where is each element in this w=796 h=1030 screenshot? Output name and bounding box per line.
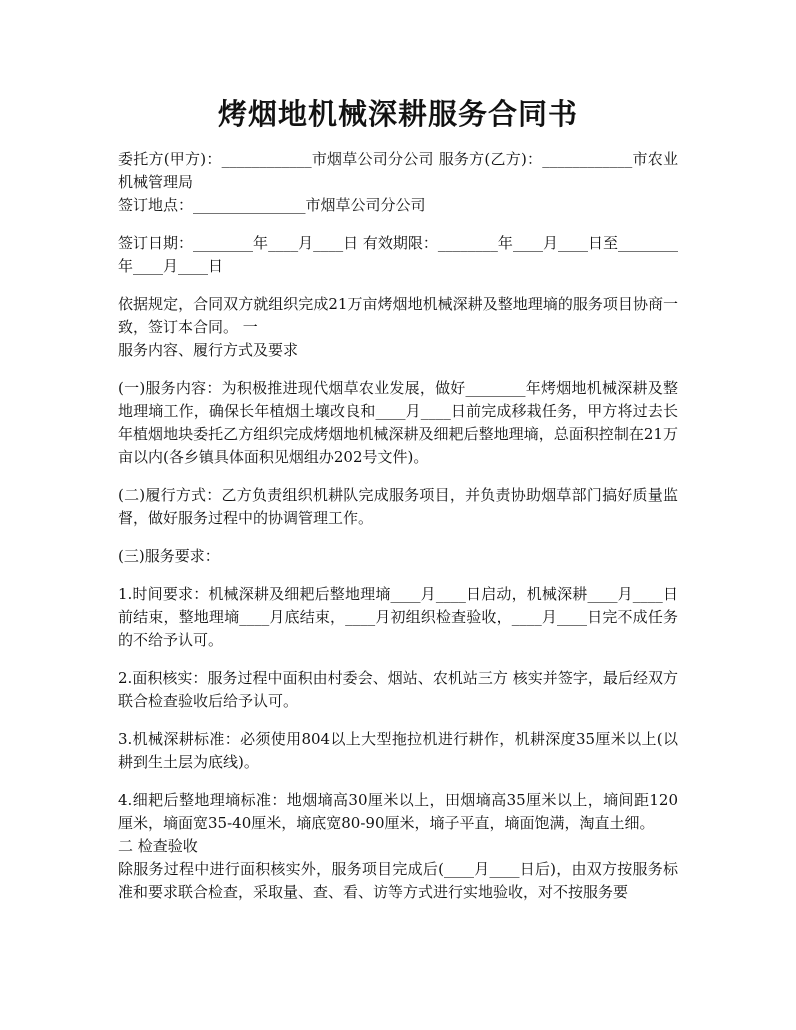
- clause-time-requirement: 1.时间要求：机械深耕及细耙后整地理墒____月____日启动，机械深耕____月____日前结束，整地理墒____月底结束，____月初组织检查验收，____月____日完不成任务的不给予认可。: [118, 585, 678, 649]
- clause-plowing-standard: 3.机械深耕标准：必须使用804以上大型拖拉机进行耕作，机耕深度35厘米以上(以耕到生土层为底线)。: [118, 730, 678, 771]
- clause-performance-method: (二)履行方式：乙方负责组织机耕队完成服务项目，并负责协助烟草部门搞好质量监督，做好服务过程中的协调管理工作。: [118, 486, 678, 527]
- signing-date: 签订日期：________年____月____日 有效期限：________年____月____日至________年____月____日: [118, 234, 678, 275]
- clause-area-verification: 2.面积核实：服务过程中面积由村委会、烟站、农机站三方 核实并签字，最后经双方联合检查验收后给予认可。: [118, 669, 678, 710]
- section-heading: 二 检查验收: [118, 837, 198, 855]
- party-info: 委托方(甲方)：____________市烟草公司分公司 服务方(乙方)：____________市农业机械管理局: [118, 150, 678, 191]
- signing-place: 签订地点：_______________市烟草公司分公司: [118, 196, 426, 214]
- section-heading: 服务内容、履行方式及要求: [118, 341, 299, 359]
- clause-ridging-standard: 4.细耙后整地理墒标准：地烟墒高30厘米以上，田烟墒高35厘米以上，墒间距120厘米，墒面宽35-40厘米，墒底宽80-90厘米，墒子平直，墒面饱满，淘直土细。: [118, 791, 678, 832]
- document-body: [118, 148, 678, 904]
- document-title: 烤烟地机械深耕服务合同书: [217, 97, 578, 131]
- clause-service-content: (一)服务内容：为积极推进现代烟草农业发展，做好________年烤烟地机械深耕及整地理墒工作，确保长年植烟土壤改良和____月____日前完成移栽任务，甲方将过去长年植烟地块委托乙方组织完成烤烟地机械深耕及细耙后整地理墒，总面积控制在21万亩以内(各乡镇具体面积见烟组办202号文件)。: [118, 379, 678, 466]
- preamble: 依据规定，合同双方就组织完成21万亩烤烟地机械深耕及整地理墒的服务项目协商一致，签订本合同。 一: [118, 295, 678, 336]
- clause-inspection: 除服务过程中进行面积核实外，服务项目完成后(____月____日后)，由双方按服务标准和要求联合检查，采取量、查、看、访等方式进行实地验收，对不按服务要: [118, 860, 678, 901]
- clause-service-requirements: (三)服务要求：: [118, 547, 220, 565]
